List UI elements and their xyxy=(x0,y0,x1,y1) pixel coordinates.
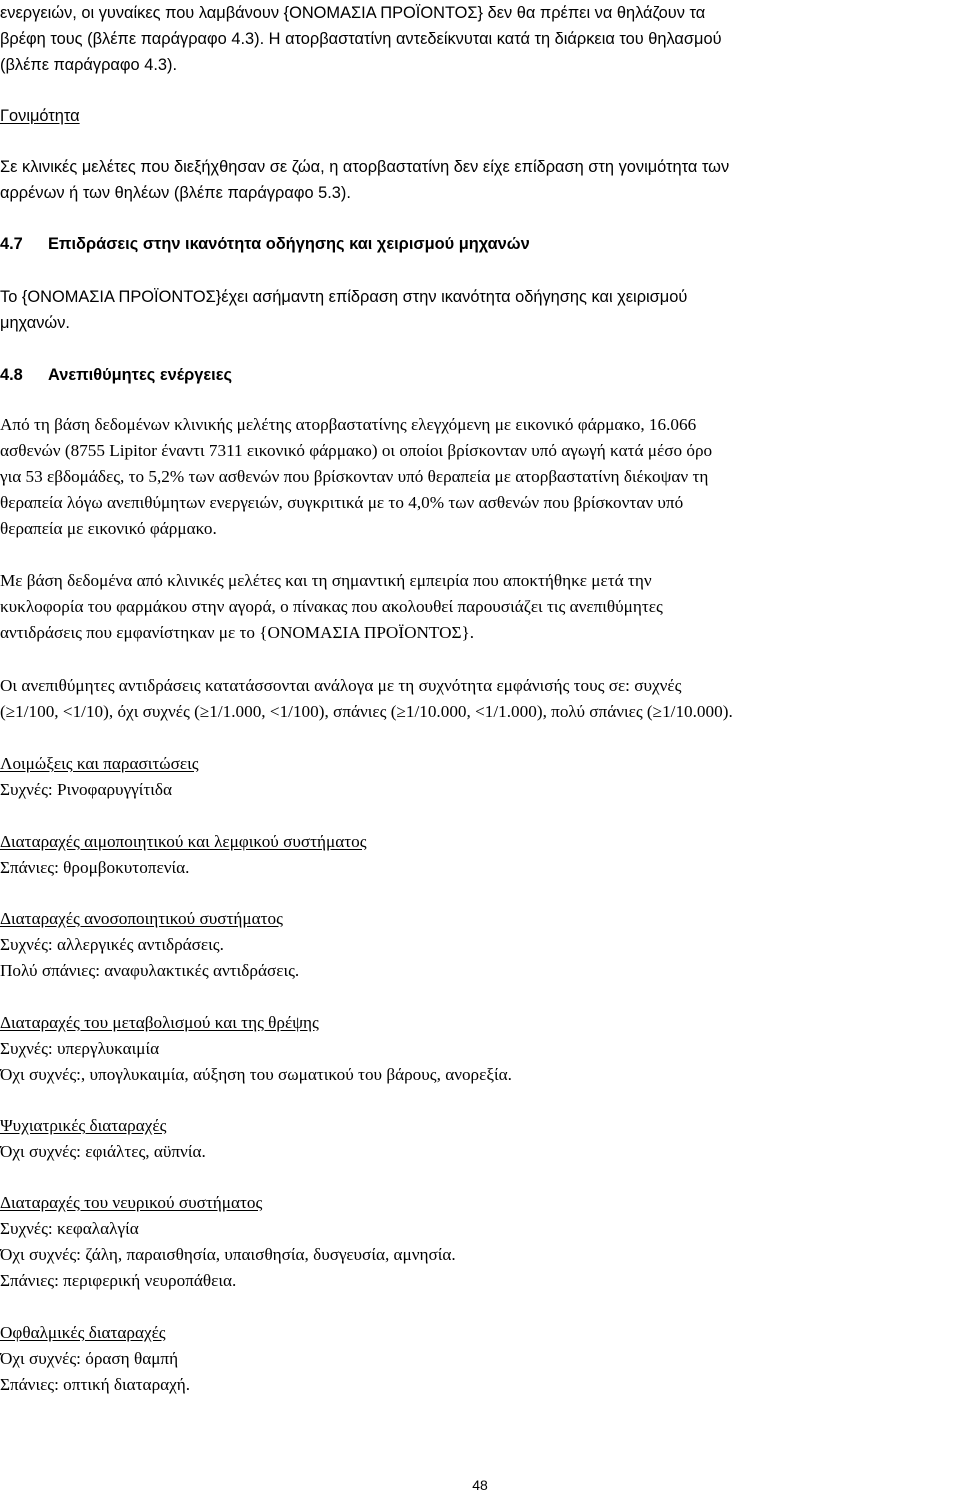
continued-paragraph-line: (βλέπε παράγραφο 4.3). xyxy=(0,56,177,74)
fertility-text-line: Σε κλινικές μελέτες που διεξήχθησαν σε ζώα, η ατορβαστατίνη δεν είχε επίδραση στη γονιμότητα των xyxy=(0,158,730,176)
category-item: Όχι συχνές: εφιάλτες, αϋπνία. xyxy=(0,1142,206,1161)
category-item: Όχι συχνές:, υπογλυκαιμία, αύξηση του σωματικού του βάρους, ανορεξία. xyxy=(0,1065,512,1084)
category-item: Συχνές: κεφαλαλγία xyxy=(0,1219,139,1238)
category-heading: Διαταραχές του μεταβολισμού και της θρέψης xyxy=(0,1013,319,1032)
category-item: Όχι συχνές: ζάλη, παραισθησία, υπαισθησία, δυσγευσία, αμνησία. xyxy=(0,1245,456,1264)
section-number: 4.7 xyxy=(0,235,23,253)
paragraph-line: Από τη βάση δεδομένων κλινικής μελέτης ατορβαστατίνης ελεγχόμενη με εικονικό φάρμακο, 16.066 xyxy=(0,415,697,434)
section-number: 4.8 xyxy=(0,366,23,384)
category-item: Σπάνιες: περιφερική νευροπάθεια. xyxy=(0,1271,237,1290)
fertility-heading: Γονιμότητα xyxy=(0,107,80,125)
category-heading: Διαταραχές του νευρικού συστήματος xyxy=(0,1193,263,1212)
category-item: Συχνές: Ρινοφαρυγγίτιδα xyxy=(0,780,173,799)
section-title: Επιδράσεις στην ικανότητα οδήγησης και χειρισμού μηχανών xyxy=(48,235,530,253)
paragraph-line: για 53 εβδομάδες, το 5,2% των ασθενών που βρίσκονταν υπό θεραπεία με ατορβαστατίνη διέκοψαν τη xyxy=(0,467,709,486)
section-4-7-text-line: Το {ΟΝΟΜΑΣΙΑ ΠΡΟΪΟΝΤΟΣ}έχει ασήμαντη επίδραση στην ικανότητα οδήγησης και χειρισμού xyxy=(0,288,688,306)
category-heading: Οφθαλμικές διαταραχές xyxy=(0,1323,166,1342)
paragraph-line: Οι ανεπιθύμητες αντιδράσεις κατατάσσονται ανάλογα με τη συχνότητα εμφάνισής τους σε: συχνές xyxy=(0,676,682,695)
paragraph-line: θεραπεία με εικονικό φάρμακο. xyxy=(0,519,217,538)
continued-paragraph-line: ενεργειών, οι γυναίκες που λαμβάνουν {ΟΝΟΜΑΣΙΑ ΠΡΟΪΟΝΤΟΣ} δεν θα πρέπει να θηλάζουν τα xyxy=(0,4,706,22)
continued-paragraph-line: βρέφη τους (βλέπε παράγραφο 4.3). Η ατορβαστατίνη αντεδείκνυται κατά τη διάρκεια του θηλασμού xyxy=(0,30,722,48)
section-4-8-heading xyxy=(0,364,232,386)
paragraph-line: κυκλοφορία του φαρμάκου στην αγορά, ο πίνακας που ακολουθεί παρουσιάζει τις ανεπιθύμητες xyxy=(0,597,663,616)
category-item: Πολύ σπάνιες: αναφυλακτικές αντιδράσεις. xyxy=(0,961,300,980)
category-item: Συχνές: υπεργλυκαιμία xyxy=(0,1039,160,1058)
category-heading: Διαταραχές αιμοποιητικού και λεμφικού συστήματος xyxy=(0,832,367,851)
paragraph-line: Με βάση δεδομένα από κλινικές μελέτες και τη σημαντική εμπειρία που αποκτήθηκε μετά την xyxy=(0,571,652,590)
category-item: Όχι συχνές: όραση θαμπή xyxy=(0,1349,179,1368)
section-4-7-text-line: μηχανών. xyxy=(0,314,70,332)
category-heading: Ψυχιατρικές διαταραχές xyxy=(0,1116,167,1135)
category-item: Σπάνιες: θρομβοκυτοπενία. xyxy=(0,858,190,877)
category-heading: Διαταραχές ανοσοποιητικού συστήματος xyxy=(0,909,283,928)
paragraph-line: αντιδράσεις που εμφανίστηκαν με το {ΟΝΟΜΑΣΙΑ ΠΡΟΪΟΝΤΟΣ}. xyxy=(0,623,475,642)
section-4-7-heading xyxy=(0,233,530,255)
paragraph-line: ασθενών (8755 Lipitor έναντι 7311 εικονικό φάρμακο) οι οποίοι βρίσκονταν υπό αγωγή κατά μέσο όρο xyxy=(0,441,713,460)
page-number: 48 xyxy=(472,1477,488,1493)
category-item: Σπάνιες: οπτική διαταραχή. xyxy=(0,1375,191,1394)
fertility-text-line: αρρένων ή των θηλέων (βλέπε παράγραφο 5.3). xyxy=(0,184,351,202)
category-item: Συχνές: αλλεργικές αντιδράσεις. xyxy=(0,935,224,954)
paragraph-line: (≥1/100, <1/10), όχι συχνές (≥1/1.000, <1/100), σπάνιες (≥1/10.000, <1/1.000), πολύ σπάνιες (≥1/10.000). xyxy=(0,702,733,721)
paragraph-line: θεραπεία λόγω ανεπιθύμητων ενεργειών, συγκριτικά με το 4,0% των ασθενών που βρίσκονταν υπό xyxy=(0,493,684,512)
section-title: Ανεπιθύμητες ενέργειες xyxy=(48,366,233,384)
category-heading: Λοιμώξεις και παρασιτώσεις xyxy=(0,754,199,773)
